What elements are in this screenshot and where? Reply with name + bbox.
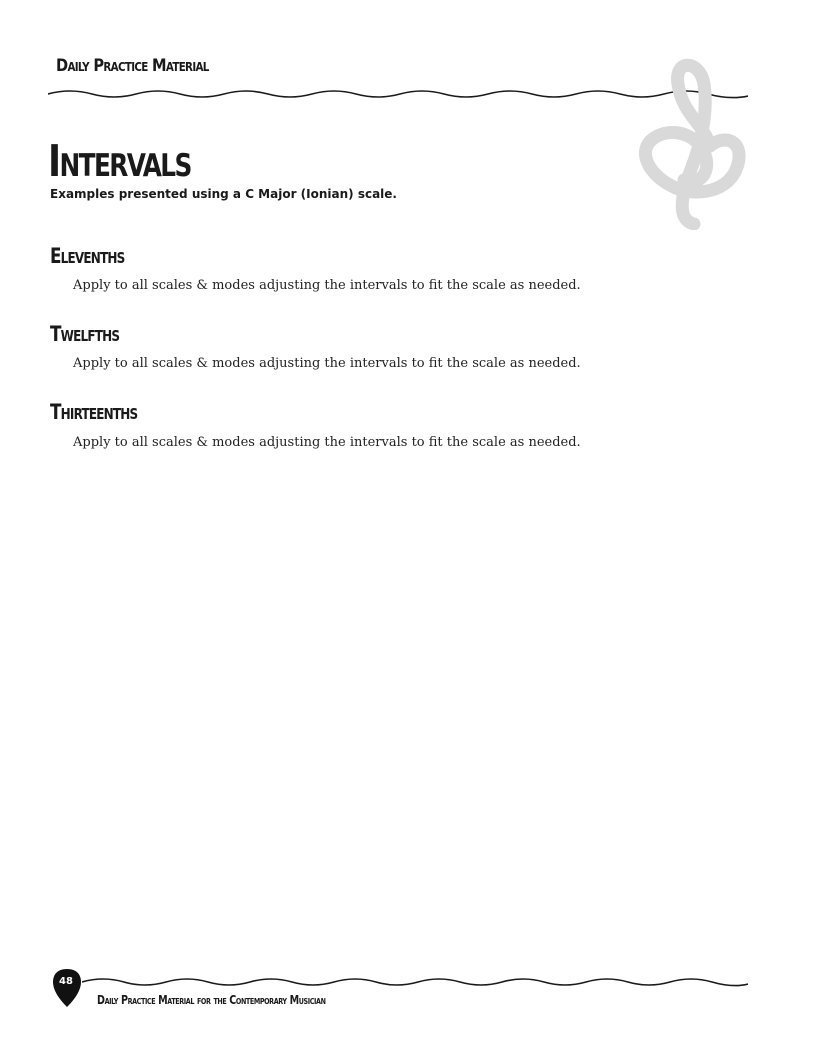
section-text-elevenths: Apply to all scales & modes adjusting the intervals to fit the scale as needed.	[73, 278, 581, 293]
section-heading-thirteenths: Thirteenths	[50, 400, 138, 424]
footer-wave-divider	[82, 970, 748, 994]
running-header: Daily Practice Material	[56, 56, 209, 76]
section-text-twelfths: Apply to all scales & modes adjusting the intervals to fit the scale as needed.	[73, 356, 581, 371]
treble-clef-icon	[624, 54, 748, 230]
section-heading-elevenths: Elevenths	[50, 244, 125, 268]
page-number: 48	[59, 976, 73, 987]
page-subtitle: Examples presented using a C Major (Ionian) scale.	[50, 187, 397, 201]
section-heading-twelfths: Twelfths	[50, 322, 120, 346]
guitar-pick-icon	[52, 968, 82, 1008]
running-footer: Daily Practice Material for the Contemporary Musician	[97, 993, 326, 1007]
section-text-thirteenths: Apply to all scales & modes adjusting the intervals to fit the scale as needed.	[73, 435, 581, 450]
page-title: Intervals	[48, 136, 191, 187]
